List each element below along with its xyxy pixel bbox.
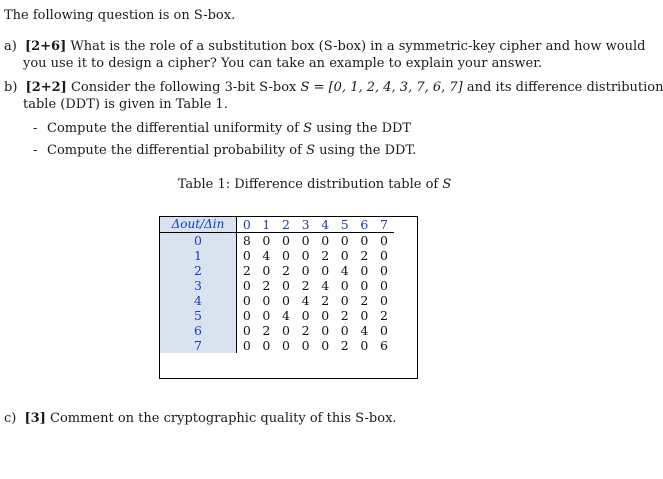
table-cell: 0	[242, 323, 251, 338]
part-a-question: What is the role of a substitution box (S-box) in a symmetric-key cipher and how would	[70, 39, 646, 54]
table-row	[160, 233, 394, 249]
table-row	[160, 263, 394, 278]
row-header: 5	[160, 308, 237, 323]
table-cell: 0	[379, 263, 388, 278]
row-header: 7	[160, 338, 237, 353]
row-header: 0	[160, 233, 237, 249]
row-header: 2	[160, 263, 237, 278]
bullet-text-post: using the DDT	[312, 121, 412, 136]
table-cell: 0	[301, 248, 310, 263]
column-header: 3	[296, 217, 316, 233]
part-b-text-post: and its difference distribution	[462, 80, 663, 95]
part-c-marks: [3]	[24, 411, 46, 426]
column-header: 0	[237, 217, 257, 233]
table-cell: 0	[301, 308, 310, 323]
table-cell: 2	[379, 308, 388, 323]
table-corner-header: Δout/Δin	[160, 217, 237, 233]
table-cell: 0	[282, 278, 290, 293]
table-cell: 0	[360, 263, 369, 278]
column-header: 6	[355, 217, 375, 233]
table-cell: 0	[340, 278, 349, 293]
table-cell: 2	[340, 308, 349, 323]
row-header: 6	[160, 323, 237, 338]
table-cell: 0	[242, 248, 251, 263]
table-cell: 0	[262, 338, 271, 353]
table-cell: 0	[360, 278, 369, 293]
column-header: 1	[257, 217, 277, 233]
table-cell: 0	[360, 233, 369, 248]
column-header: 4	[315, 217, 335, 233]
table-caption-var: S	[442, 177, 452, 192]
part-b-text-pre: Consider the following 3-bit S-box	[70, 80, 301, 95]
ddt-table	[160, 217, 394, 353]
table-cell: 2	[340, 338, 349, 353]
row-header: 4	[160, 293, 237, 308]
table-cell: 4	[360, 323, 369, 338]
row-header: 3	[160, 278, 237, 293]
intro-text: The following question is on S-box.	[4, 8, 236, 23]
table-cell: 0	[360, 338, 369, 353]
table-cell: 2	[242, 263, 251, 278]
part-c-question: Comment on the cryptographic quality of this S-box.	[50, 411, 397, 426]
bullet-item	[33, 143, 416, 159]
part-c-label: c)	[4, 411, 17, 426]
table-cell: 0	[262, 233, 271, 248]
table-cell: 4	[340, 263, 349, 278]
table-cell: 0	[379, 293, 388, 308]
table-cell: 0	[321, 323, 330, 338]
column-header: 7	[374, 217, 394, 233]
table-cell: 4	[301, 293, 310, 308]
table-body	[160, 233, 394, 354]
table-row	[160, 338, 394, 353]
table-cell: 0	[379, 323, 388, 338]
table-row	[160, 323, 394, 338]
table-cell: 0	[379, 248, 388, 263]
table-header-row	[160, 217, 394, 233]
table-cell: 4	[282, 308, 290, 323]
table-cell: 2	[360, 248, 369, 263]
table-cell: 0	[282, 293, 290, 308]
table-row	[160, 248, 394, 263]
bullet-text-post: using the DDT.	[315, 143, 417, 158]
table-cell: 0	[242, 293, 251, 308]
table-cell: 0	[282, 248, 290, 263]
part-a-label: a)	[4, 39, 17, 54]
table-cell: 6	[379, 338, 388, 353]
table-cell: 0	[321, 308, 330, 323]
table-cell: 0	[340, 323, 349, 338]
table-cell: 0	[242, 278, 251, 293]
row-header: 1	[160, 248, 237, 263]
bullet-dash: -	[33, 121, 38, 136]
table-cell: 0	[321, 263, 330, 278]
part-b-line1	[4, 80, 663, 96]
table-cell: 0	[340, 233, 349, 248]
part-a-marks: [2+6]	[24, 39, 67, 54]
table-cell: 2	[262, 323, 271, 338]
table-cell: 0	[301, 263, 310, 278]
table-row	[160, 308, 394, 323]
table-cell: 2	[282, 263, 290, 278]
table-cell: 0	[282, 338, 290, 353]
bullet-dash: -	[33, 143, 38, 158]
bullet-item	[33, 121, 411, 137]
table-cell: 0	[242, 308, 251, 323]
table-cell: 2	[360, 293, 369, 308]
table-row	[160, 278, 394, 293]
bullet-var: S	[306, 143, 315, 158]
bullet-text-pre: Compute the differential probability of	[47, 143, 307, 158]
table-cell: 0	[262, 263, 271, 278]
table-cell: 0	[242, 338, 251, 353]
table-cell: 2	[262, 278, 271, 293]
table-caption	[0, 177, 629, 193]
column-header: 2	[276, 217, 296, 233]
table-cell: 2	[301, 278, 310, 293]
table-cell: 4	[262, 248, 271, 263]
bullet-var: S	[303, 121, 312, 136]
part-b-label: b)	[4, 80, 18, 95]
table-cell: 0	[321, 233, 330, 248]
part-b-line2: table (DDT) is given in Table 1.	[23, 97, 228, 112]
table-cell: 0	[301, 338, 310, 353]
table-cell: 0	[321, 338, 330, 353]
table-cell: 0	[262, 293, 271, 308]
table-row	[160, 293, 394, 308]
table-cell: 8	[242, 233, 251, 248]
table-caption-text: Table 1: Difference distribution table of	[177, 177, 443, 192]
part-a-line1	[4, 39, 645, 55]
table-cell: 0	[282, 233, 290, 248]
table-cell: 0	[282, 323, 290, 338]
table-cell: 0	[262, 308, 271, 323]
table-cell: 0	[340, 293, 349, 308]
table-cell: 2	[321, 293, 330, 308]
part-c-line	[4, 411, 397, 427]
table-cell: 0	[340, 248, 349, 263]
table-cell: 0	[360, 308, 369, 323]
sbox-expression: S = [0, 1, 2, 4, 3, 7, 6, 7]	[300, 80, 463, 95]
column-header: 5	[335, 217, 355, 233]
part-a-line2: you use it to design a cipher? You can take an example to explain your answer.	[23, 56, 543, 71]
part-b-marks: [2+2]	[25, 80, 67, 95]
table-cell: 0	[379, 278, 388, 293]
table-cell: 0	[379, 233, 388, 248]
table-cell: 4	[321, 278, 330, 293]
bullet-text-pre: Compute the differential uniformity of	[47, 121, 304, 136]
table-cell: 2	[301, 323, 310, 338]
table-cell: 0	[301, 233, 310, 248]
table-cell: 2	[321, 248, 330, 263]
